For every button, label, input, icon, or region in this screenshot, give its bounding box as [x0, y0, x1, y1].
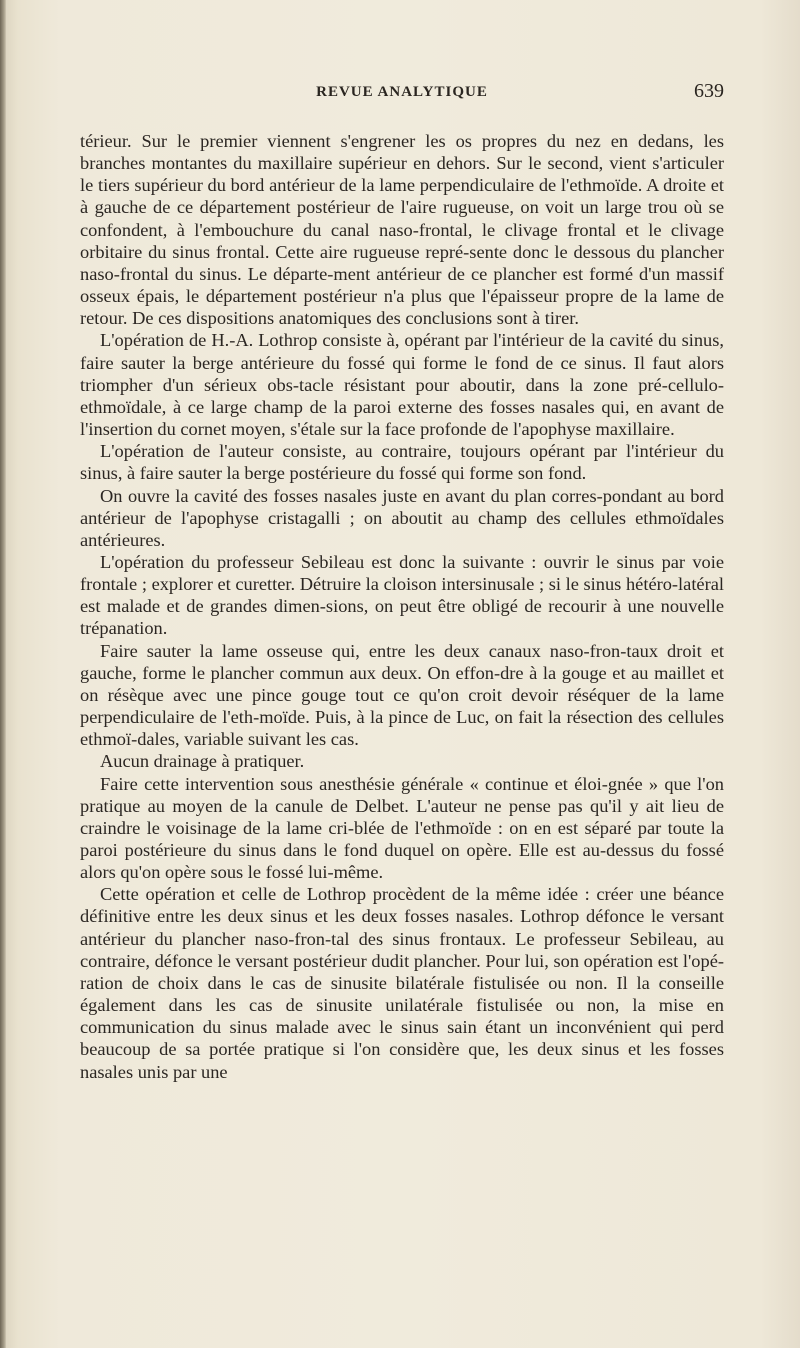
page-number: 639 — [694, 80, 724, 102]
running-title: REVUE ANALYTIQUE — [316, 84, 488, 100]
paragraph-anesthesia: Faire cette intervention sous anesthésie générale « continue et éloi-gnée » que l'on pratique au moyen de la canule de Delbet. L'auteur ne pense pas qu'il y ait lieu de craindre le voisinage de la lame cri-blée de l'ethmoïde : on en est séparé par toute la paroi postérieure du sinus dans le fond duquel on opère. Elle est au-dessus du fossé alors qu'on opère sous le fossé lui-même. — [80, 773, 724, 883]
paragraph-comparison: Cette opération et celle de Lothrop procèdent de la même idée : créer une béance définitive entre les deux sinus et les deux fosses nasales. Lothrop défonce le versant antérieur du plancher naso-fron-tal des sinus frontaux. Le professeur Sebileau, au contraire, défonce le versant postérieur dudit plancher. Pour lui, son opération est l'opé-ration de choix dans le cas de sinusite bilatérale fistulisée ou non. Il la conseille également dans les cas de sinusite unilatérale fistulisée ou non, la mise en communication du sinus malade avec le sinus sain étant un inconvénient qui perd beaucoup de sa portée pratique si l'on considère que, les deux sinus et les fosses nasales unis par une — [80, 884, 724, 1082]
body-text — [80, 130, 724, 1083]
paragraph-continuation: térieur. Sur le premier viennent s'engrener les os propres du nez en dedans, les branches montantes du maxillaire supérieur en dehors. Sur le second, vient s'articuler le tiers supérieur du bord antérieur de la lame perpendiculaire de l'ethmoïde. A droite et à gauche de ce département postérieur de l'aire rugueuse, on voit un large trou où se confondent, à l'embouchure du canal naso-frontal, le clivage frontal et le clivage orbitaire du sinus frontal. Cette aire rugueuse repré-sente donc le dessous du plancher naso-frontal du sinus. Le départe-ment antérieur de ce plancher est formé d'un massif osseux épais, le département postérieur n'a plus que l'épaisseur propre de la lame de retour. De ces dispositions anatomiques des conclusions sont à tirer. — [80, 131, 724, 329]
paragraph-lothrop-operation: L'opération de H.-A. Lothrop consiste à, opérant par l'intérieur de la cavité du sinus, faire sauter la berge antérieure du fossé qui forme le fond de ce sinus. Il faut alors triompher d'un sérieux obs-tacle résistant pour aboutir, dans la zone pré-cellulo-ethmoïdale, à ce large champ de la paroi externe des fosses nasales qui, en avant de l'insertion du cornet moyen, s'étale sur la face profonde de l'apophyse maxillaire. — [80, 330, 724, 440]
paragraph-bone-plate: Faire sauter la lame osseuse qui, entre les deux canaux naso-fron-taux droit et gauche, forme le plancher commun aux deux. On effon-dre à la gouge et au maillet et on résèque avec une pince gouge tout ce qu'on croit devoir réséquer de la lame perpendiculaire de l'eth-moïde. Puis, à la pince de Luc, on fait la résection des cellules ethmoï-dales, variable suivant les cas. — [80, 640, 724, 750]
book-spine-shadow — [0, 0, 6, 1348]
paragraph-drainage: Aucun drainage à pratiquer. — [100, 751, 305, 772]
paragraph-nasal-cavity: On ouvre la cavité des fosses nasales juste en avant du plan corres-pondant au bord antérieur de l'apophyse cristagalli ; on aboutit au champ des cellules ethmoïdales antérieures. — [80, 485, 724, 550]
paragraph-sebileau-operation: L'opération du professeur Sebileau est donc la suivante : ouvrir le sinus par voie frontale ; explorer et curetter. Détruire la cloison intersinusale ; si le sinus hétéro-latéral est malade et de grandes dimen-sions, on peut être obligé de recourir à une nouvelle trépanation. — [80, 551, 724, 639]
paragraph-author-operation: L'opération de l'auteur consiste, au contraire, toujours opérant par l'intérieur du sinus, à faire sauter la berge postérieure du fossé qui forme son fond. — [80, 441, 724, 484]
running-header — [80, 80, 724, 106]
